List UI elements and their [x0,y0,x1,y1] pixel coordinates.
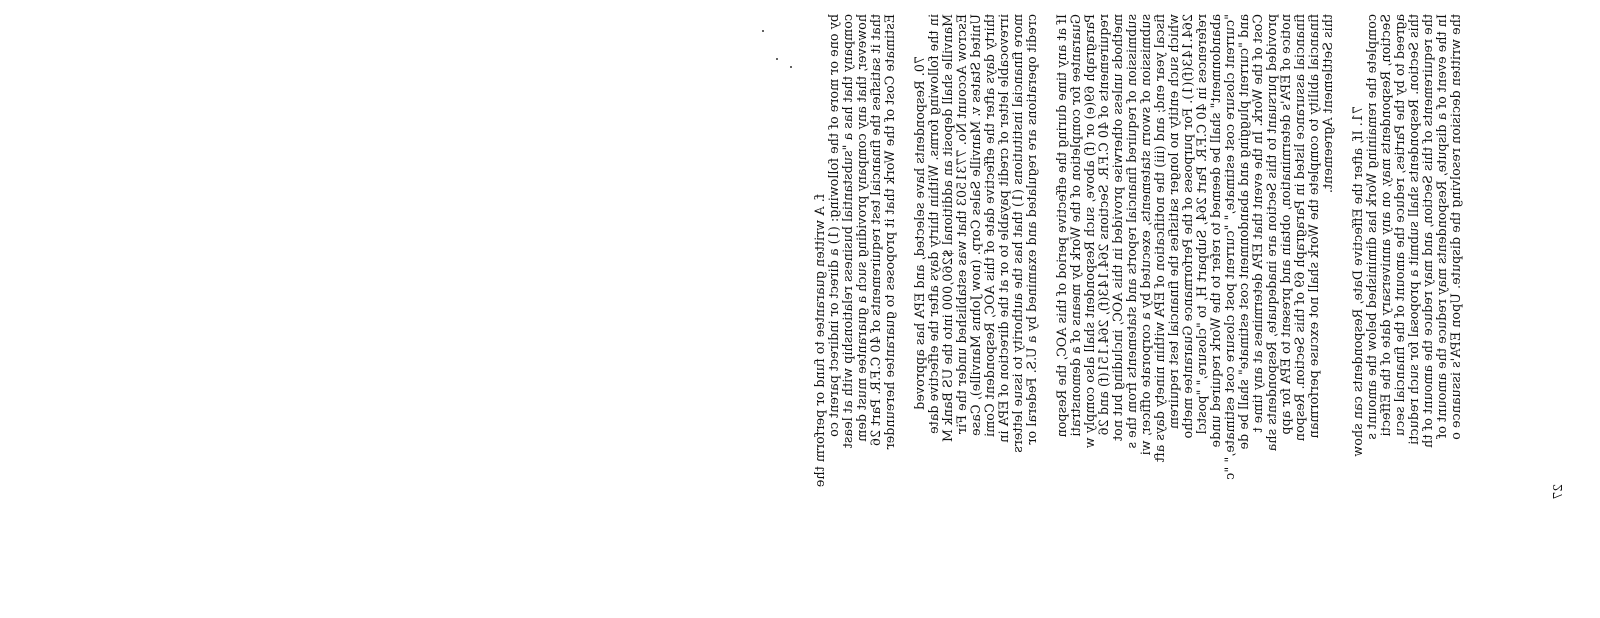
para-70-line: United States v. Manville Sales Corp. (now Johns Manville), Case [968,14,983,436]
para-performance-line: Cost of the Work. In the event that EPA determines at any time t [1250,14,1265,433]
para-performance-line: Paragraph 69(e) or (f) above, such Respondent shall also comply w [1082,14,1097,449]
scan-speck [790,66,792,68]
para-70-line: thirty days after the effective date of this AOC, Respondent Comi [982,14,997,437]
para-70-line: credit operations are regulated and examined by a U.S. Federal or [1024,14,1039,445]
para-performance-line: fiscal year end; and (iii) the notification of EPA within ninety days aft [1152,14,1167,463]
para-71-line: In the event of a dispute, Respondents may reduce the amount of [1434,14,1449,439]
para-performance-line: notice of EPA's determination, obtain and present to EPA for app [1278,14,1293,435]
para-performance-line: financial ability to complete the Work shall not excuse performan [1306,14,1321,439]
para-performance-line: this Settlement Agreement. [1320,14,1335,194]
para-f-line: Estimate Cost of the Work that it proposes to guarantee hereunder [882,14,897,450]
para-71-line: 71. If, after the Effective Date, Respondents can show [1350,106,1365,457]
para-71-line: Section, Respondents may, on any anniversary date of the Effecti [1378,14,1393,437]
mirrored-rotated-page [800,0,1600,618]
para-71-line: this Section. Respondents shall submit a proposal for such reducti [1406,14,1421,445]
para-performance-line: 264.143(f)(1). For purposes of the Performance Guarantee metho [1180,14,1195,439]
document-body [800,14,1600,614]
para-performance-line: methods unless otherwise provided in this AOC, including but not [1110,14,1125,442]
scan-speck [762,30,764,32]
para-performance-line: If at any time during the effective period of this AOC, the Respon [1054,14,1069,438]
para-70-line: Escrow Account No. 7731503 that was established under the Fir [954,14,969,435]
para-performance-line: submission of required financial reports and statements from the s [1124,14,1139,449]
para-performance-line: "current closure cost estimate," "current post closure cost estimate," "c [1222,14,1237,480]
para-f-line: f. A written guarantee to fund or perform the [812,194,827,488]
para-f-line: that it satisfies the financial test requirements of 40 C.F.R. Part 26 [868,14,883,447]
para-performance-line: financial assurance listed in Paragraph 69 of this Section. Respon [1292,14,1307,442]
para-70-line: irrevocable letter of credit payable to or at the direction of EPA in [996,14,1011,443]
para-performance-line: provided pursuant to this Section are inadequate, Respondents sha [1264,14,1279,452]
para-performance-line: and "current plugging and abandonment cost estimate" shall be de [1236,14,1251,450]
para-71-line: agreed to by the Parties, reduce the amount of the financial secu [1392,14,1407,437]
para-71-line: the requirements of this Section, and may reduce the amount of th [1420,14,1435,448]
page-number: 27 [1551,484,1565,500]
scan-speck [776,58,778,60]
para-70-line: Manville shall deposit an additional $260,000 into the US Bank M [940,14,955,443]
para-70-line: in the following forms. Within thirty days after the effective date [926,14,941,434]
para-performance-line: abandonment" shall be deemed to refer to the Work required unde [1208,14,1223,448]
para-70-line: 70. Respondents have selected, and EPA has approved [912,56,927,410]
para-70-line: more financial institutions (1) that has the authority to issue letters [1010,14,1025,453]
para-71-line: complete the remaining Work has diminished below the amount s [1364,14,1379,440]
para-performance-line: submission of sworn statements, executed by a corporate officer, wi [1138,14,1153,456]
para-71-line: the written decision resolving the dispute. Upon EPA's issuance o [1448,14,1463,440]
para-performance-line: requirements of 40 C.F.R. Sections 264.143(f), 264.151(f) and 26 [1096,14,1111,436]
para-f-line: however, that any company providing such a guarantee must dem [854,14,869,442]
para-performance-line: Guarantee for completion of the Work by means of a demonstrati [1068,14,1083,437]
para-performance-line: which such entity no longer satisfies the financial test requirem [1166,14,1181,430]
para-f-line: company that has a "substantial business relationship with at least [840,14,855,449]
para-performance-line: references in 40 C.F.R. Part 264, Subpart H, to "closure," "postcl [1194,14,1209,435]
para-f-line: by one or more of the following: (1) a direct or indirect parent co [826,14,841,437]
